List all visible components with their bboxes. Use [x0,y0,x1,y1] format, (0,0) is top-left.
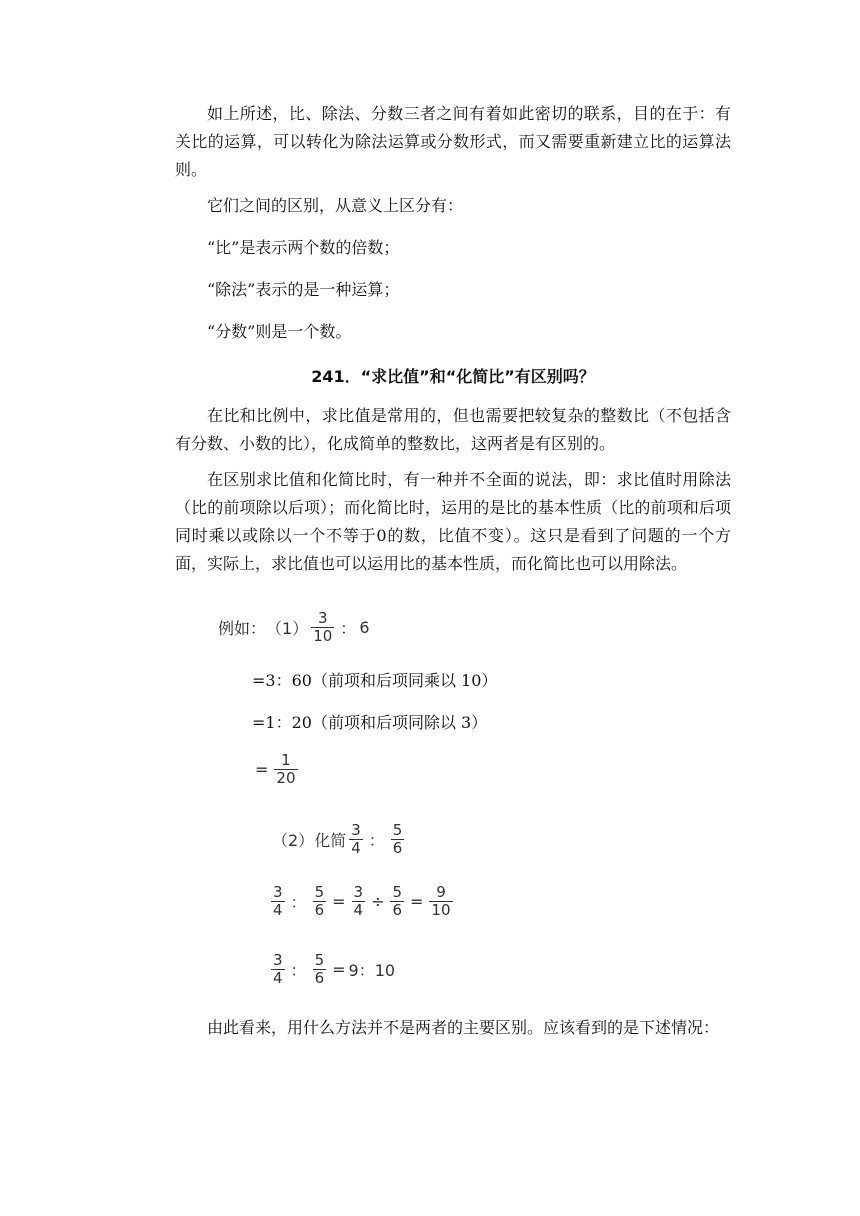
example1-number: （1） [266,619,309,638]
paragraph-ratio-meaning: “比”是表示两个数的倍数； [207,238,400,257]
paragraph-method-discussion: 在区别求比值和化简比时，有一种并不全面的说法，即：求比值时用除法（比的前项除以后项）；而化简比时，运用的是比的基本性质（比的前项和后项同时乘以或除以一个不等于0的数，比值不变）。这只是看到了问题的一个方面，实际上，求比值也可以运用比的基本性质，而化简比也可以用除法。 [175,470,731,573]
paragraph-fraction-meaning: “分数”则是一个数。 [207,322,352,341]
example2-number: （2） [272,831,315,850]
fraction-3-10: $\frac{3}{10}$ [313,609,333,645]
fraction-1-20: $\frac{1}{20}$ [276,751,296,787]
paragraph-conclusion: 由此看来，用什么方法并不是两者的主要区别。应该看到的是下述情况： [207,1018,720,1037]
example-label: 例如： [218,619,267,638]
example2-problem: （2） 化简 $\frac{3}{4}$ ： $\frac{5}{6}$ [272,821,403,857]
fraction-5-6: $\frac{5}{6}$ [392,821,403,857]
example1-step3: = $\frac{1}{20}$ [255,751,296,787]
example1-step2: =1：20（前项和后项同除以 3） [252,713,488,732]
example1-step1: =3：60（前项和后项同乘以 10） [252,671,498,690]
fraction-3-4: $\frac{3}{4}$ [351,821,361,857]
section-heading: 241．“求比值”和“化简比”有区别吗？ [311,367,595,386]
paragraph-summary: 如上所述，比、除法、分数三者之间有着如此密切的联系，目的在于：有关比的运算，可以转化为除法运算或分数形式，而又需要重新建立比的运算法则。 [175,104,731,179]
paragraph-division-meaning: “除法”表示的是一种运算； [207,280,400,299]
paragraph-ratio-simplify-intro: 在比和比例中，求比值是常用的，但也需要把较复杂的整数比（不包括含有分数、小数的比），化成简单的整数比，这两者是有区别的。 [175,406,731,453]
example2-line2: $\frac{3}{4}$ ： $\frac{5}{6}$ = 9：10 [273,951,396,987]
paragraph-differences-intro: 它们之间的区别，从意义上区分有： [207,196,464,215]
example1-problem: 例如： （1） $\frac{3}{10}$ ： 6 [218,609,370,645]
example2-line1: $\frac{3}{4}$ ： $\frac{5}{6}$ = $\frac{3}{4}$ ÷ $\frac{5}{6}$ = $\frac{9}{10}$ [273,883,451,919]
